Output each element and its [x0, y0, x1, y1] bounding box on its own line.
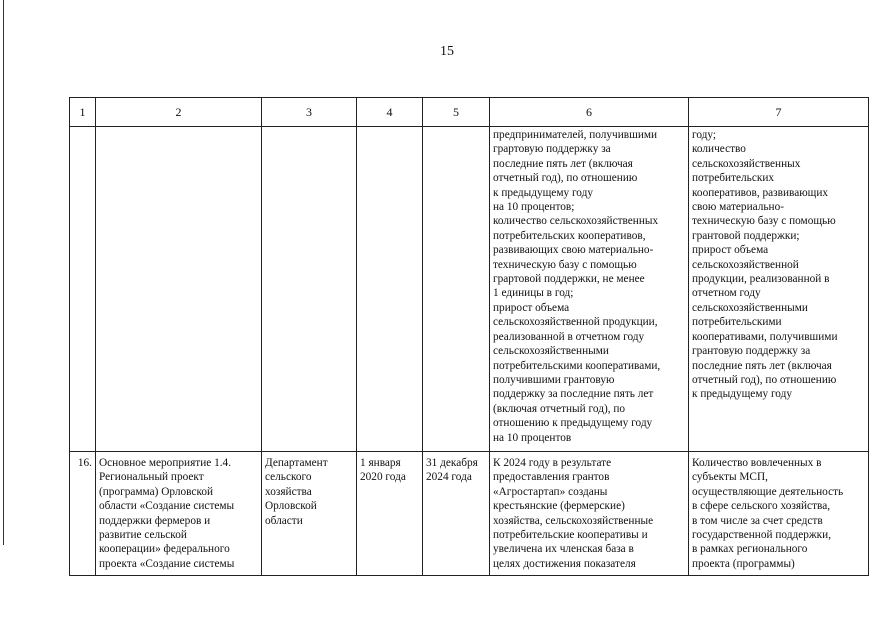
indicator-cell: году; количество сельскохозяйственных потребительских кооперативов, развивающих свою материально- техническую базу с помощью грантовой поддержки; прирост объема сельскохозяйственной продукции, реализованной в отчетном году сельскохозяйственными потребительскими кооперативами, получившими грантовую поддержку за последние пять лет (включая отчетный год), по отношению к предыдущему году — [689, 127, 869, 452]
header-col-2: 2 — [96, 98, 262, 127]
page-number: 15 — [440, 44, 454, 59]
header-col-1: 1 — [70, 98, 96, 127]
table-header-row — [70, 98, 869, 127]
row-number-cell — [70, 127, 96, 452]
executor-cell: Департамент сельского хозяйства Орловской области — [262, 452, 357, 576]
table-row — [70, 452, 869, 576]
expected-result-cell: предпринимателей, получившими грартовую поддержку за последние пять лет (включая отчетный год), по отношению к предыдущему году на 10 процентов; количество сельскохозяйственных потребительских кооперативов, развивающих свою материально- техническую базу с помощью грартовой поддержки, не менее 1 единицы в год; прирост объема сельскохозяйственной продукции, реализованной в отчетном году сельскохозяйственными потребительскими кооперативами, получившими грантовую поддержку за последние пять лет (включая отчетный год), по отношению к предыдущему году на 10 процентов — [490, 127, 689, 452]
page-edge-line — [3, 0, 4, 545]
row-number-cell: 16. — [70, 452, 96, 576]
table-row — [70, 127, 869, 452]
program-table — [69, 97, 869, 576]
header-col-7: 7 — [689, 98, 869, 127]
executor-cell — [262, 127, 357, 452]
header-col-4: 4 — [357, 98, 423, 127]
end-date-cell — [423, 127, 490, 452]
header-col-6: 6 — [490, 98, 689, 127]
indicator-cell: Количество вовлеченных в субъекты МСП, осуществляющие деятельность в сфере сельского хозяйства, в том числе за счет средств государственной поддержки, в рамках регионального проекта (программы) — [689, 452, 869, 576]
event-name-cell: Основное мероприятие 1.4. Региональный проект (программа) Орловской области «Создание системы поддержки фермеров и развитие сельской кооперации» федерального проекта «Создание системы — [96, 452, 262, 576]
expected-result-cell: К 2024 году в результате предоставления грантов «Агростартап» созданы крестьянские (фермерские) хозяйства, сельскохозяйственные потребительские кооперативы и увеличена их членская база в целях достижения показателя — [490, 452, 689, 576]
event-name-cell — [96, 127, 262, 452]
header-col-5: 5 — [423, 98, 490, 127]
start-date-cell: 1 января 2020 года — [357, 452, 423, 576]
end-date-cell: 31 декабря 2024 года — [423, 452, 490, 576]
start-date-cell — [357, 127, 423, 452]
header-col-3: 3 — [262, 98, 357, 127]
